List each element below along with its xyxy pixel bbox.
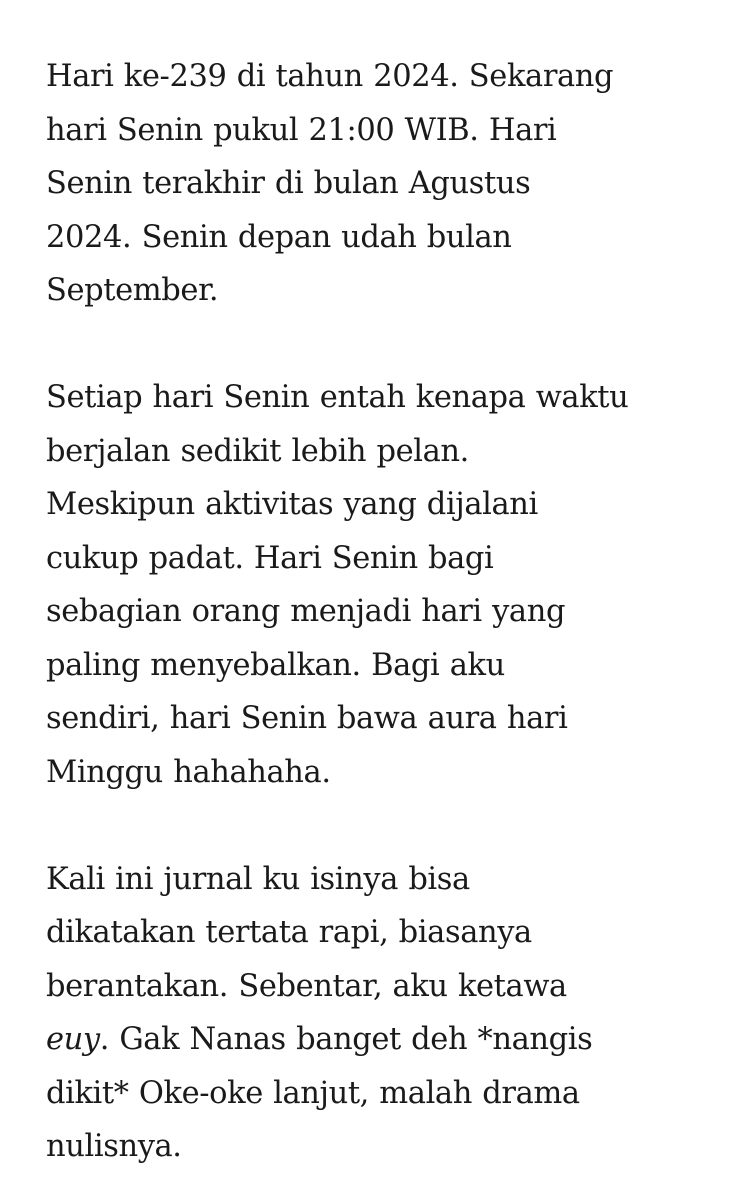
text-line: cukup padat. Hari Senin bagi <box>46 540 494 576</box>
text-line: sendiri, hari Senin bawa aura hari <box>46 701 568 736</box>
text-line: 2024. Senin depan udah bulan <box>46 219 512 255</box>
text-line: Minggu hahahaha. <box>46 754 331 790</box>
text-line: berjalan sedikit lebih pelan. <box>46 433 469 469</box>
text-line: berantakan. Sebentar, aku ketawa <box>46 968 567 1004</box>
text-line: dikatakan tertata rapi, biasanya <box>46 915 532 950</box>
text-line: Meskipun aktivitas yang dijalani <box>46 487 538 522</box>
text-line: September. <box>46 273 219 308</box>
italic-word: euy <box>46 1022 100 1057</box>
text-line: Kali ini jurnal ku isinya bisa <box>46 861 470 897</box>
text-line: Hari ke-239 di tahun 2024. Sekarang <box>46 59 614 94</box>
paragraph-2 <box>46 371 746 799</box>
text-line <box>46 1022 592 1057</box>
text-line: Setiap hari Senin entah kenapa waktu <box>46 380 629 415</box>
article-body <box>46 50 746 1174</box>
text-line: hari Senin pukul 21:00 WIB. Hari <box>46 112 557 148</box>
paragraph-1 <box>46 50 746 318</box>
paragraph-3 <box>46 853 746 1174</box>
text-fragment: . Gak Nanas banget deh *nangis <box>99 1022 593 1057</box>
text-line: paling menyebalkan. Bagi aku <box>46 647 505 683</box>
text-line: sebagian orang menjadi hari yang <box>46 594 566 629</box>
text-line: nulisnya. <box>46 1129 182 1164</box>
text-line: Senin terakhir di bulan Agustus <box>46 166 531 201</box>
text-line: dikit* Oke-oke lanjut, malah drama <box>46 1075 580 1111</box>
